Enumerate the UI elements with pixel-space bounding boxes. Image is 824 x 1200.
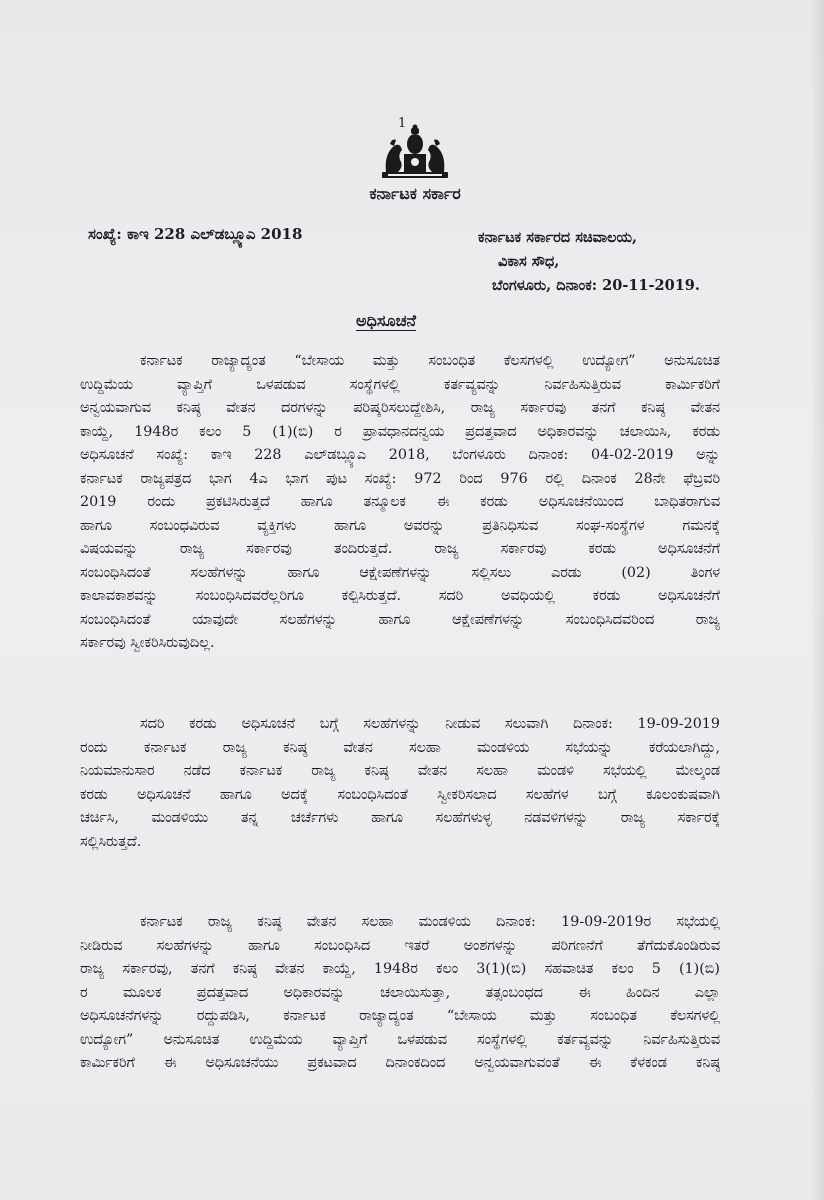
paragraph-line: ಚರ್ಚಿಸಿ, ಮಂಡಳಿಯು ತನ್ನ ಚರ್ಚೆಗಳು ಹಾಗೂ ಸಲಹೆಗಳುಳ್ಳ ನಡವಳಿಗಳನ್ನು ರಾಜ್ಯ ಸರ್ಕಾರಕ್ಕೆ — [80, 810, 720, 826]
paragraph-line: ಕರಡು ಅಧಿಸೂಚನೆ ಹಾಗೂ ಅದಕ್ಕೆ ಸಂಬಂಧಿಸಿದಂತೆ ಸ್ವೀಕರಿಸಲಾದ ಸಲಹೆಗಳ ಬಗ್ಗೆ ಕೂಲಂಕುಷವಾಗಿ — [80, 786, 720, 803]
paragraph-line: ಕಾಲಾವಕಾಶವನ್ನು ಸಂಬಂಧಿಸಿದವರೆಲ್ಲರಿಗೂ ಕಲ್ಪಿಸಿರುತ್ತದೆ. ಸದರಿ ಅವಧಿಯಲ್ಲಿ ಕರಡು ಅಧಿಸೂಚನೆಗೆ — [80, 588, 720, 604]
state-emblem-icon — [378, 124, 452, 182]
paragraph-line: ಅಧಿಸೂಚನೆ ಸಂಖ್ಯೆ: ಕಾಇ 228 ಎಲ್‌ಡಬ್ಲ್ಯೂಎ 2018, ಬೆಂಗಳೂರು ದಿನಾಂಕ: 04-02-2019 ಅನ್ನು — [80, 447, 720, 463]
paragraph-draft-notification — [80, 350, 720, 656]
paragraph-line: ಕರ್ನಾಟಕ ರಾಜ್ಯ ಕನಿಷ್ಠ ವೇತನ ಸಲಹಾ ಮಂಡಳಿಯ ದಿನಾಂಕ: 19-09-2019ರ ಸಭೆಯಲ್ಲಿ — [140, 914, 720, 930]
paragraph-line: ನಿಯಮಾನುಸಾರ ನಡೆದ ಕರ್ನಾಟಕ ರಾಜ್ಯ ಕನಿಷ್ಠ ವೇತನ ಸಲಹಾ ಮಂಡಳಿ ಸಭೆಯಲ್ಲಿ ಮೇಲ್ಕಂಡ — [80, 763, 720, 779]
page-edge-shadow — [810, 0, 824, 1200]
paragraph-line: ನೀಡಿರುವ ಸಲಹೆಗಳನ್ನು ಹಾಗೂ ಸಂಬಂಧಿಸಿದ ಇತರೆ ಅಂಶಗಳನ್ನು ಪರಿಗಣನೆಗೆ ತೆಗೆದುಕೊಂಡಿರುವ — [80, 937, 720, 954]
paragraph-line: ಸದರಿ ಕರಡು ಅಧಿಸೂಚನೆ ಬಗ್ಗೆ ಸಲಹೆಗಳನ್ನು ನೀಡುವ ಸಲುವಾಗಿ ದಿನಾಂಕ: 19-09-2019 — [140, 716, 720, 732]
office-address-block — [478, 226, 700, 298]
paragraph-line: ರಂದು ಕರ್ನಾಟಕ ರಾಜ್ಯ ಕನಿಷ್ಠ ವೇತನ ಸಲಹಾ ಮಂಡಳಿಯ ಸಭೆಯನ್ನು ಕರೆಯಲಾಗಿದ್ದು, — [80, 739, 720, 756]
paragraph-line: ರ ಮೂಲಕ ಪ್ರದತ್ತವಾದ ಅಧಿಕಾರವನ್ನು ಚಲಾಯಿಸುತ್ತಾ, ತತ್ಸಂಬಂಧದ ಈ ಹಿಂದಿನ ಎಲ್ಲಾ — [80, 984, 720, 1001]
paragraph-line: ರಾಜ್ಯ ಸರ್ಕಾರವು, ತನಗೆ ಕನಿಷ್ಠ ವೇತನ ಕಾಯ್ದೆ, 1948ರ ಕಲಂ 3(1)(ಬಿ) ಸಹವಾಚಿತ ಕಲಂ 5 (1)(ಬಿ) — [80, 961, 720, 977]
office-line-place-date: ಬೆಂಗಳೂರು, ದಿನಾಂಕ: 20-11-2019. — [492, 277, 700, 294]
paragraph-line: 2019 ರಂದು ಪ್ರಕಟಿಸಿರುತ್ತದೆ ಹಾಗೂ ತನ್ಮೂಲಕ ಈ ಕರಡು ಅಧಿಸೂಚನೆಯಿಂದ ಬಾಧಿತರಾಗುವ — [80, 494, 720, 510]
paragraph-line: ಉದ್ಯೋಗ” ಅನುಸೂಚಿತ ಉದ್ದಿಮೆಯ ವ್ಯಾಪ್ತಿಗೆ ಒಳಪಡುವ ಸಂಸ್ಥೆಗಳಲ್ಲಿ ಕರ್ತವ್ಯವನ್ನು ನಿರ್ವಹಿಸುತ್ತಿರುವ — [80, 1031, 720, 1048]
paragraph-line: ಉದ್ದಿಮೆಯ ವ್ಯಾಪ್ತಿಗೆ ಒಳಪಡುವ ಸಂಸ್ಥೆಗಳಲ್ಲಿ ಕರ್ತವ್ಯವನ್ನು ನಿರ್ವಹಿಸುತ್ತಿರುವ ಕಾರ್ಮಿಕರಿಗೆ — [80, 376, 720, 393]
page-number: 1 — [398, 116, 407, 131]
notice-heading: ಅಧಿಸೂಚನೆ — [356, 311, 417, 330]
paragraph-line: ಹಾಗೂ ಸಂಬಂಧವಿರುವ ವ್ಯಕ್ತಿಗಳು ಹಾಗೂ ಅವರನ್ನು ಪ್ರತಿನಿಧಿಸುವ ಸಂಘ-ಸಂಸ್ಥೆಗಳ ಗಮನಕ್ಕೆ — [80, 517, 720, 534]
office-line-building: ವಿಕಾಸ ಸೌಧ, — [498, 253, 560, 270]
paragraph-line: ಅಧಿಸೂಚನೆಗಳನ್ನು ರದ್ದುಪಡಿಸಿ, ಕರ್ನಾಟಕ ರಾಜ್ಯಾದ್ಯಂತ “ಬೇಸಾಯ ಮತ್ತು ಸಂಬಂಧಿತ ಕೆಲಸಗಳಲ್ಲಿ — [80, 1008, 720, 1024]
government-name: ಕರ್ನಾಟಕ ಸರ್ಕಾರ — [369, 184, 461, 203]
paragraph-line: ಕರ್ನಾಟಕ ರಾಜ್ಯಪತ್ರದ ಭಾಗ 4ಎ ಭಾಗ ಪುಟ ಸಂಖ್ಯೆ: 972 ರಿಂದ 976 ರಲ್ಲಿ ದಿನಾಂಕ 28ನೇ ಫೆಬ್ರವರಿ — [80, 470, 720, 487]
paragraph-line: ವಿಷಯವನ್ನು ರಾಜ್ಯ ಸರ್ಕಾರವು ತಂದಿರುತ್ತದೆ. ರಾಜ್ಯ ಸರ್ಕಾರವು ಕರಡು ಅಧಿಸೂಚನೆಗೆ — [80, 541, 720, 557]
paragraph-line: ಕರ್ನಾಟಕ ರಾಜ್ಯಾದ್ಯಂತ “ಬೇಸಾಯ ಮತ್ತು ಸಂಬಂಧಿತ ಕೆಲಸಗಳಲ್ಲಿ ಉದ್ಯೋಗ” ಅನುಸೂಚಿತ — [140, 353, 720, 369]
office-line-secretariat: ಕರ್ನಾಟಕ ಸರ್ಕಾರದ ಸಚಿವಾಲಯ, — [478, 229, 638, 246]
paragraph-line: ಕಾರ್ಮಿಕರಿಗೆ ಈ ಅಧಿಸೂಚನೆಯು ಪ್ರಕಟವಾದ ದಿನಾಂಕದಿಂದ ಅನ್ವಯವಾಗುವಂತೆ ಈ ಕೆಳಕಂಡ ಕನಿಷ್ಠ — [80, 1055, 720, 1071]
paragraph-line: ಅನ್ವಯವಾಗುವ ಕನಿಷ್ಠ ವೇತನ ದರಗಳನ್ನು ಪರಿಷ್ಕರಿಸಲುದ್ದೇಶಿಸಿ, ರಾಜ್ಯ ಸರ್ಕಾರವು ತನಗೆ ಕನಿಷ್ಠ ವೇತನ — [80, 400, 720, 416]
paragraph-final-order — [80, 911, 720, 1076]
paragraph-line: ಸಂಬಂಧಿಸಿದಂತೆ ಯಾವುದೇ ಸಲಹೆಗಳನ್ನು ಹಾಗೂ ಆಕ್ಷೇಪಣೆಗಳನ್ನು ಸಂಬಂಧಿಸಿದವರಿಂದ ರಾಜ್ಯ — [80, 611, 720, 628]
paragraph-line: ಸಂಬಂಧಿಸಿದಂತೆ ಸಲಹೆಗಳನ್ನು ಹಾಗೂ ಆಕ್ಷೇಪಣೆಗಳನ್ನು ಸಲ್ಲಿಸಲು ಎರಡು (02) ತಿಂಗಳ — [80, 564, 720, 581]
order-number: ಸಂಖ್ಯೆ: ಕಾಇ 228 ಎಲ್‌ಡಬ್ಲ್ಯೂಎ 2018 — [88, 225, 303, 243]
paragraph-advisory-board-meeting — [80, 713, 720, 854]
paragraph-line: ಕಾಯ್ದೆ, 1948ರ ಕಲಂ 5 (1)(ಬಿ) ರ ಪ್ರಾವಧಾನದನ್ವಯ ಪ್ರದತ್ತವಾದ ಅಧಿಕಾರವನ್ನು ಚಲಾಯಿಸಿ, ಕರಡು — [80, 423, 720, 440]
paragraph-line: ಸರ್ಕಾರವು ಸ್ವೀಕರಿಸಿರುವುದಿಲ್ಲ. — [80, 635, 215, 651]
paragraph-line: ಸಲ್ಲಿಸಿರುತ್ತದೆ. — [80, 833, 142, 850]
